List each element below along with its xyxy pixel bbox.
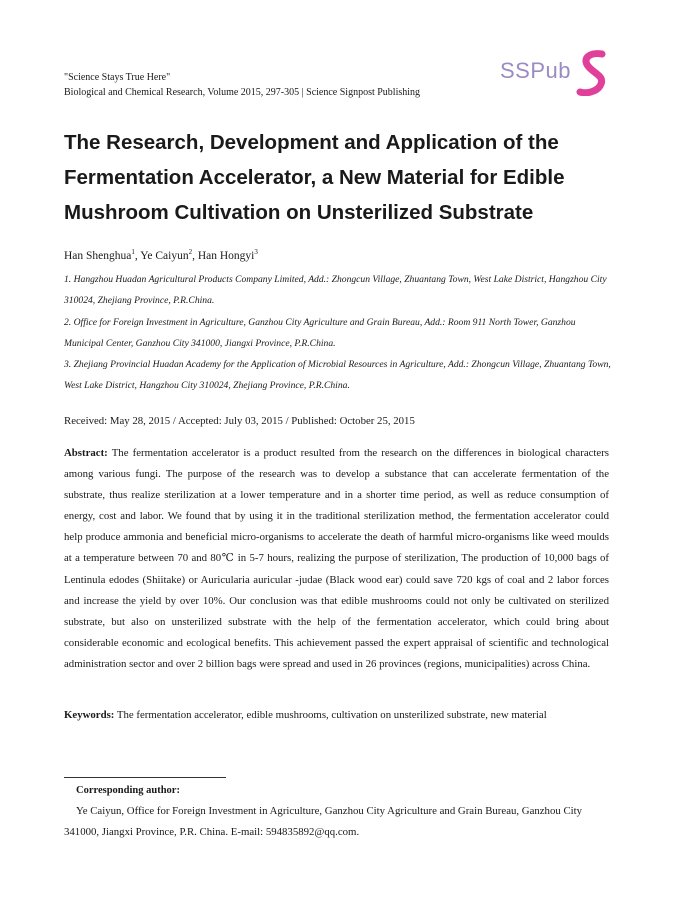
publisher-logo	[500, 48, 610, 96]
keywords-label: Keywords:	[64, 709, 115, 721]
affiliation-item: 1. Hangzhou Huadan Agricultural Products Company Limited, Add.: Zhongcun Village, Zhuantang Town, West Lake District, Hangzhou City 310024, Zhejiang Province, P.R.China.	[64, 274, 607, 307]
author-list: Han Shenghua$^1$, Ye Caiyun$^2$, Han Hongyi$^3$	[64, 248, 258, 262]
author-name: Han Hongyi	[197, 249, 255, 262]
author-name: Han Shenghua	[64, 249, 132, 262]
running-header	[64, 70, 420, 100]
author-affil-mark: 2	[188, 248, 193, 256]
keywords	[64, 709, 624, 721]
keywords-text: The fermentation accelerator, edible mushrooms, cultivation on unsterilized substrate, new material	[116, 709, 547, 721]
author-affil-mark: 3	[254, 248, 258, 256]
footnote-divider	[64, 777, 226, 778]
paper-title: The Research, Development and Application of the Fermentation Accelerator, a New Material for Edible Mushroom Cultivation on Unsterilized Substrate	[64, 131, 565, 224]
abstract	[64, 443, 609, 675]
affiliation-list	[64, 269, 612, 397]
corresponding-author-label: Corresponding author:	[76, 785, 180, 796]
abstract-label: Abstract:	[64, 447, 108, 459]
journal-tagline: "Science Stays True Here"	[64, 72, 171, 83]
corresponding-author-text: Ye Caiyun, Office for Foreign Investment in Agriculture, Ganzhou City Agriculture and Grain Bureau, Ganzhou City 341000, Jiangxi Province, P.R. China. E-mail: 594835892@qq.com.	[64, 805, 583, 838]
abstract-text: The fermentation accelerator is a product resulted from the research on the differences in biological characters among various fungi. The purpose of the research was to develop a substance that can accelerate fermentation of the substrate, thus realize sterilization at a lower temperature and in a shorter time period, as well as reduce consumption of energy, cost and labor. We found that by using it in the traditional sterilization method, the fermentation accelerator could help produce ammonia and beneficial micro-organisms to accelerate the death of harmful micro-organisms like weed moulds at a temperature between 70 and 80℃ in 5-7 hours, realizing the purpose of sterilization, The production of 10,000 bags of Lentinula edodes (Shiitake) or Auricularia auricular -judae (Black wood ear) could save 720 kgs of coal and 2 labor forces and increase the yield by over 10%. Our conclusion was that edible mushrooms could not only be cultivated on sterilized substrate, but also on unsterilized substrate with the help of the fermentation accelerator, which could bring about considerable economic and ecological benefits. This achievement passed the expert appraisal of scientific and technological administration sector and over 2 billion bags were spread and used in 26 provinces (regions, municipalities) across China.	[64, 447, 609, 670]
affiliation-item: 3. Zhejiang Provincial Huadan Academy for the Application of Microbial Resources in Agriculture, Add.: Zhongcun Village, Zhuantang Town, West Lake District, Hangzhou City 310024, Zhejiang Province, P.R.China.	[64, 359, 611, 392]
author-affil-mark: 1	[131, 248, 135, 256]
author-name: Ye Caiyun	[140, 249, 189, 262]
publisher-s-mark-icon	[572, 48, 612, 96]
affiliation-item: 2. Office for Foreign Investment in Agriculture, Ganzhou City Agriculture and Grain Bureau, Add.: Room 911 North Tower, Ganzhou Municipal Center, Ganzhou City 341000, Jiangxi Province, P.R.China.	[64, 316, 576, 349]
publication-dates: Received: May 28, 2015 / Accepted: July 03, 2015 / Published: October 25, 2015	[64, 415, 415, 427]
publisher-logo-text: SSPub	[500, 58, 571, 83]
journal-citation: Biological and Chemical Research, Volume 2015, 297-305 | Science Signpost Publishing	[64, 87, 421, 98]
